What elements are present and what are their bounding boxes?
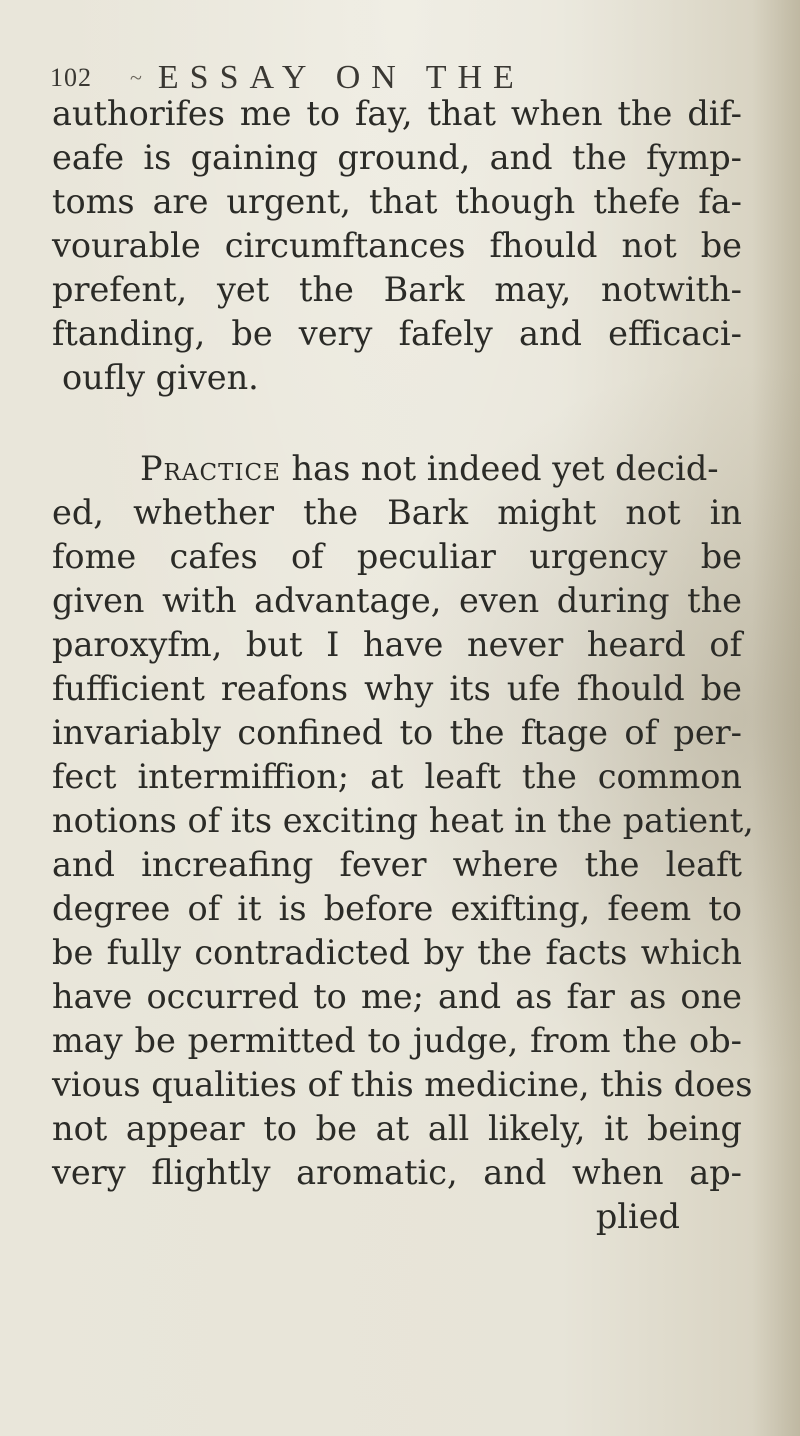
text-line: vious qualities of this medicine, this does xyxy=(52,1065,753,1104)
text-line: have occurred to me; and as far as one xyxy=(52,977,742,1016)
text-line: prefent, yet the Bark may, notwith- xyxy=(52,270,742,309)
text-line: vourable circumftances fhould not be xyxy=(52,226,742,265)
text-line: paroxyfm, but I have never heard of xyxy=(52,625,742,664)
text-line: notions of its exciting heat in the patient, xyxy=(52,801,754,840)
text-line: ed, whether the Bark might not in xyxy=(52,493,742,532)
text-line: given with advantage, even during the xyxy=(52,581,742,620)
text-line: invariably confined to the ftage of per- xyxy=(52,713,742,752)
text-line: fufficient reafons why its ufe fhould be xyxy=(52,669,742,708)
paragraph-2 xyxy=(52,447,754,1195)
page-number: 102 xyxy=(50,63,92,92)
paragraph-1 xyxy=(52,92,742,400)
text-line: and increafing fever where the leaft xyxy=(52,845,742,884)
text-line: authorifes me to fay, that when the dif- xyxy=(52,94,742,133)
first-line-text: has not indeed yet decid- xyxy=(280,449,719,488)
text-line: toms are urgent, that though thefe fa- xyxy=(52,182,742,221)
text-line: be fully contradicted by the facts which xyxy=(52,933,742,972)
text-line: fect intermiffion; at leaft the common xyxy=(52,757,742,796)
small-caps-lead-word: Practice xyxy=(140,449,281,488)
text-line: very flightly aromatic, and when ap- xyxy=(52,1153,742,1192)
text-line: not appear to be at all likely, it being xyxy=(52,1109,742,1148)
text-line-last: oufly given. xyxy=(62,358,259,397)
running-title: ESSAY ON THE xyxy=(157,59,525,96)
catchword: plied xyxy=(595,1197,680,1236)
text-line: degree of it is before exifting, feem to xyxy=(52,889,742,928)
body-text xyxy=(52,92,754,1239)
paragraph-2-first-line xyxy=(52,447,742,491)
text-line: eafe is gaining ground, and the fymp- xyxy=(52,138,742,177)
text-line: may be permitted to judge, from the ob- xyxy=(52,1021,742,1060)
header-ornament: ~ xyxy=(130,65,142,90)
text-line: fome cafes of peculiar urgency be xyxy=(52,537,742,576)
text-line: ftanding, be very fafely and efficaci- xyxy=(52,314,742,353)
